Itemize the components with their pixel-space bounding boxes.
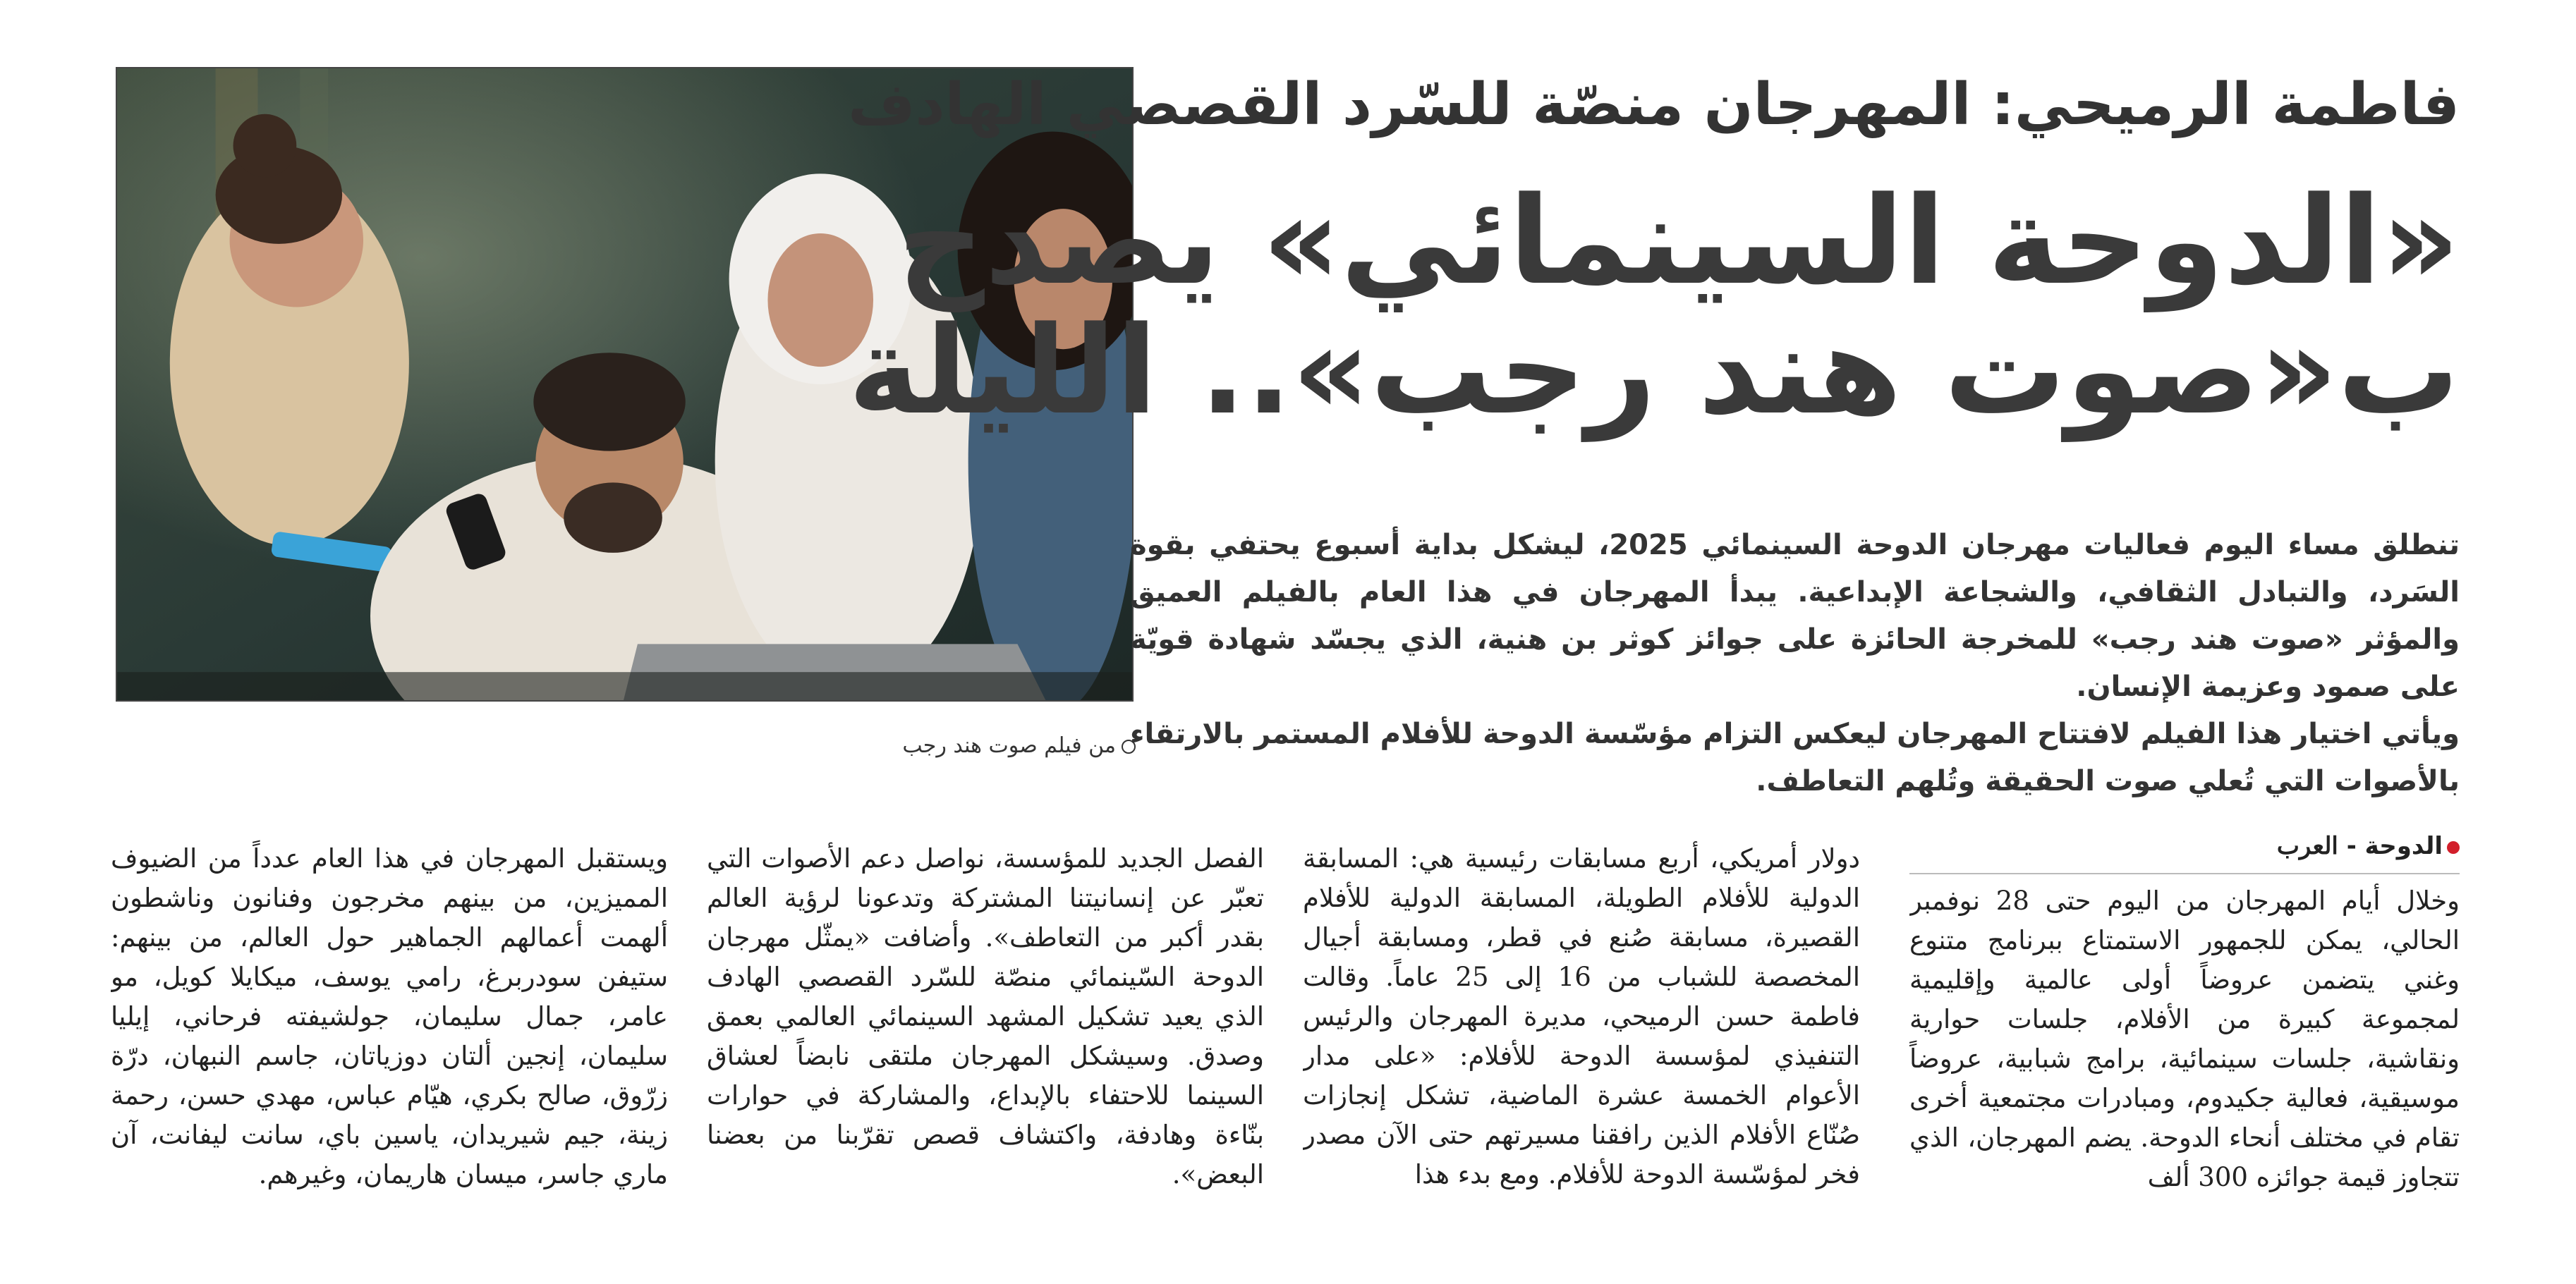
headline-line-1: «الدوحة السينمائي» يصدح [897, 170, 2460, 312]
body-column-4 [111, 839, 668, 1234]
lead-paragraph-1: تنطلق مساء اليوم فعاليات مهرجان الدوحة السينمائي 2025، ليشكل بداية أسبوع يحتفي بقوة السَرد، والتبادل الثقافي، والشجاعة الإبداعية. يبدأ المهرجان في هذا العام بالفيلم العميق والمؤثر «صوت هند رجب» للمخرجة الحائزة على جوائز كوثر بن هنية، الذي يجسّد شهادة قويّة على صمود وعزيمة الإنسان. [1130, 529, 2460, 703]
body-column-1 [1909, 832, 2460, 1248]
body-column-2 [1303, 839, 1860, 1234]
article-headline [848, 170, 2460, 442]
dateline-source: العرب [2276, 832, 2338, 860]
dateline-city: الدوحة - [2338, 832, 2443, 860]
body-column-4-text: ويستقبل المهرجان في هذا العام عدداً من الضيوف المميزين، من بينهم مخرجون وفنانون وناشطون ألهمت أعمالهم الجماهير حول العالم، من بينهم: ستيفن سودربرغ، رامي يوسف، ميكايلا كويل، مو عامر، جمال سليمان، جولشيفته فرحاني، إيليا سليمان، إنجين ألتان دوزياتان، جاسم النبهان، درّة زرّوق، صالح بكري، هيّام عباس، مهدي حسن، رحمة زينة، جيم شيريدان، ياسين باي، سانت ليفانت، آن ماري جاسر، ميسان هاريمان، وغيرهم. [111, 843, 668, 1190]
article-lead [1130, 522, 2460, 805]
body-column-3-text: الفصل الجديد للمؤسسة، نواصل دعم الأصوات التي تعبّر عن إنسانيتنا المشتركة وتدعونا لرؤية العالم بقدر أكبر من التعاطف». وأضافت «يمثّل مهرجان الدوحة السّينمائي منصّة للسّرد القصصي الهادف الذي يعيد تشكيل المشهد السينمائي العالمي بعمق وصدق. وسيشكل المهرجان ملتقى نابضاً لعشاق السينما للاحتفاء بالإبداع، والمشاركة في حوارات بنّاءة وهادفة، واكتشاف قصص تقرّبنا من بعضنا البعض». [707, 843, 1264, 1190]
lead-paragraph-2: ويأتي اختيار هذا الفيلم لافتتاح المهرجان ليعكس التزام مؤسّسة الدوحة للأفلام المستمر بالارتقاء بالأصوات التي تُعلي صوت الحقيقة وتُلهم التعاطف. [1130, 718, 2460, 797]
body-column-1-text: وخلال أيام المهرجان من اليوم حتى 28 نوفمبر الحالي، يمكن للجمهور الاستمتاع ببرنامج متنوع وغني يتضمن عروضاً أولى عالمية وإقليمية لمجموعة كبيرة من الأفلام، جلسات حوارية ونقاشية، جلسات سينمائية، برامج شبابية، عروضاً موسيقية، فعالية جكيدوم، ومبادرات مجتمعية أخرى تقام في مختلف أنحاء الدوحة. يضم المهرجان، الذي تتجاوز قيمة جوائزه 300 ألف [1909, 886, 2460, 1192]
body-column-2-text: دولار أمريكي، أربع مسابقات رئيسية هي: المسابقة الدولية للأفلام الطويلة، المسابقة الدولية للأفلام القصيرة، مسابقة صُنع في قطر، ومسابقة أجيال المخصصة للشباب من 16 إلى 25 عاماً. وقالت فاطمة حسن الرميحي، مديرة المهرجان والرئيس التنفيذي لمؤسسة الدوحة للأفلام: «على مدار الأعوام الخمسة عشرة الماضية، تشكل إنجازات صُنّاع الأفلام الذين رافقنا مسيرتهم حتى الآن مصدر فخر لمؤسّسة الدوحة للأفلام. ومع بدء هذا [1303, 843, 1860, 1190]
body-column-3 [707, 839, 1264, 1234]
article-subtitle: فاطمة الرميحي: المهرجان منصّة للسّرد القصصي الهادف [848, 71, 2460, 138]
headline-line-2: ب«صوت هند رجب».. الليلة [848, 300, 2460, 442]
photo-caption: من فيلم صوت هند رجب [896, 733, 1136, 769]
